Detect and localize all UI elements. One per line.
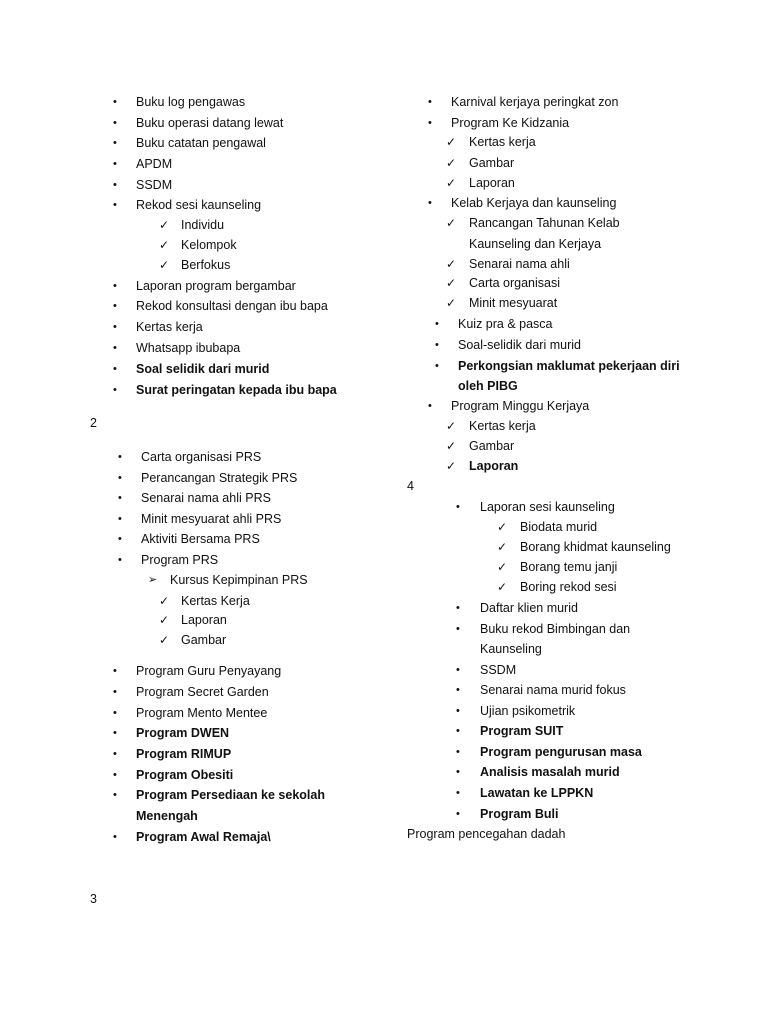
check-icon: ✓ [446,156,457,170]
list-item: Rekod sesi kaunseling [136,198,262,212]
list-item: Program Secret Garden [136,685,269,699]
list-item: Program Guru Penyayang [136,664,282,678]
sub-list-item-continuation: Kaunseling dan Kerjaya [469,237,602,251]
list-item: Ujian psikometrik [480,704,576,718]
list-item: Rekod konsultasi dengan ibu bapa [136,299,328,313]
list-item: Program DWEN [136,726,230,740]
check-icon: ✓ [446,257,457,271]
list-item: SSDM [480,663,517,677]
list-item: Buku rekod Bimbingan dan [480,622,631,636]
list-item: Whatsapp ibubapa [136,341,241,355]
list-item: Kertas kerja [136,320,203,334]
bullet-marker: • [113,137,117,149]
list-item: Karnival kerjaya peringkat zon [451,95,619,109]
list-item: Program Minggu Kerjaya [451,399,590,413]
list-item: Program Ke Kidzania [451,116,570,130]
list-item-continuation: oleh PIBG [458,379,518,393]
section-number: 3 [90,892,97,906]
sub-list-item: Borang khidmat kaunseling [520,540,671,554]
bullet-marker: • [113,831,117,843]
check-icon: ✓ [159,633,170,647]
bullet-marker: • [113,384,117,396]
list-item: Program Mento Mentee [136,706,268,720]
list-item: Lawatan ke LPPKN [480,786,594,800]
bullet-marker: • [428,117,432,129]
list-item: Program PRS [141,553,219,567]
bullet-marker: • [435,360,439,372]
bullet-marker: • [118,492,122,504]
bullet-marker: • [456,808,460,820]
bullet-marker: • [113,280,117,292]
bullet-marker: • [428,400,432,412]
bullet-marker: • [428,197,432,209]
check-icon: ✓ [446,459,457,473]
list-item: Senarai nama ahli PRS [141,491,271,505]
list-item-continuation: Menengah [136,809,198,823]
list-item: Laporan sesi kaunseling [480,500,615,514]
bullet-marker: • [113,179,117,191]
list-item: Program Awal Remaja\ [136,830,271,844]
list-item: Soal selidik dari murid [136,362,270,376]
list-item: Buku log pengawas [136,95,246,109]
sub-list-item: Laporan [469,459,519,473]
bullet-marker: • [113,158,117,170]
sub-list-item: Gambar [469,439,515,453]
list-item: Daftar klien murid [480,601,578,615]
bullet-marker: • [113,769,117,781]
bullet-marker: • [456,725,460,737]
list-item-continuation: Kaunseling [480,642,542,656]
check-icon: ✓ [159,238,170,252]
bullet-marker: • [113,727,117,739]
check-icon: ✓ [446,216,457,230]
check-icon: ✓ [159,594,170,608]
bullet-marker: • [113,363,117,375]
sub-list-item: Kertas kerja [469,419,536,433]
bullet-marker: • [456,623,460,635]
check-icon: ✓ [497,520,508,534]
list-item: Buku catatan pengawal [136,136,266,150]
list-item: Senarai nama murid fokus [480,683,626,697]
sub-list-item: Laporan [469,176,515,190]
bullet-marker: • [456,705,460,717]
bullet-marker: • [118,513,122,525]
sub-list-item: Borang temu janji [520,560,618,574]
sub-list-item: Individu [181,218,225,232]
bullet-marker: • [113,117,117,129]
list-item: Program Persediaan ke sekolah [136,788,325,802]
bullet-marker: • [113,707,117,719]
sub-list-item: Rancangan Tahunan Kelab [469,216,620,230]
bullet-marker: • [456,664,460,676]
check-icon: ✓ [446,276,457,290]
bullet-marker: • [118,472,122,484]
check-icon: ✓ [497,540,508,554]
bullet-marker: • [113,321,117,333]
bullet-marker: • [456,766,460,778]
trailing-text: Program pencegahan dadah [407,827,566,841]
bullet-marker: • [428,96,432,108]
bullet-marker: • [118,533,122,545]
list-item: Minit mesyuarat ahli PRS [141,512,282,526]
bullet-marker: • [456,746,460,758]
list-item: Aktiviti Bersama PRS [141,532,260,546]
bullet-marker: • [435,318,439,330]
sub-list-item: Kelompok [181,238,237,252]
list-item: Analisis masalah murid [480,765,620,779]
list-item: Carta organisasi PRS [141,450,262,464]
check-icon: ✓ [446,135,457,149]
bullet-marker: • [113,665,117,677]
bullet-marker: • [456,602,460,614]
check-icon: ✓ [159,258,170,272]
check-icon: ✓ [446,439,457,453]
sub-list-item: Gambar [181,633,227,647]
list-item: Buku operasi datang lewat [136,116,284,130]
bullet-marker: • [456,787,460,799]
sub-list-item: Biodata murid [520,520,598,534]
bullet-marker: • [113,789,117,801]
sub-list-item: Carta organisasi [469,276,561,290]
sub-list-item: Gambar [469,156,515,170]
list-item: Program SUIT [480,724,564,738]
check-icon: ✓ [159,613,170,627]
bullet-marker: • [113,686,117,698]
check-icon: ✓ [497,560,508,574]
check-icon: ✓ [446,176,457,190]
list-item: Kelab Kerjaya dan kaunseling [451,196,617,210]
sub-list-item: Laporan [181,613,227,627]
sub-list-item: Kertas Kerja [181,594,250,608]
bullet-marker: • [113,748,117,760]
arrow-icon: ➢ [148,574,158,586]
list-item: Soal-selidik dari murid [458,338,581,352]
bullet-marker: • [435,339,439,351]
list-item: Program RIMUP [136,747,232,761]
bullet-marker: • [118,554,122,566]
bullet-marker: • [113,199,117,211]
section-number: 4 [407,479,414,493]
bullet-marker: • [118,451,122,463]
sub-list-item: Minit mesyuarat [469,296,558,310]
bullet-marker: • [113,342,117,354]
section-number: 2 [90,416,97,430]
sub-list-item: Senarai nama ahli [469,257,570,271]
list-item: Program Obesiti [136,768,234,782]
sub-list-item: Berfokus [181,258,231,272]
check-icon: ✓ [446,419,457,433]
list-item: Laporan program bergambar [136,279,296,293]
check-icon: ✓ [159,218,170,232]
sub-list-item: Boring rekod sesi [520,580,617,594]
list-item: Perkongsian maklumat pekerjaan diri [458,359,680,373]
bullet-marker: • [456,501,460,513]
list-item: APDM [136,157,173,171]
bullet-marker: • [113,300,117,312]
list-item: Program Buli [480,807,559,821]
bullet-marker: • [113,96,117,108]
list-item: Program pengurusan masa [480,745,642,759]
check-icon: ✓ [497,580,508,594]
list-item: Perancangan Strategik PRS [141,471,298,485]
list-item: Kuiz pra & pasca [458,317,553,331]
sub-list-item: Kursus Kepimpinan PRS [170,573,308,587]
sub-list-item: Kertas kerja [469,135,536,149]
check-icon: ✓ [446,296,457,310]
list-item: SSDM [136,178,173,192]
bullet-marker: • [456,684,460,696]
list-item: Surat peringatan kepada ibu bapa [136,383,337,397]
